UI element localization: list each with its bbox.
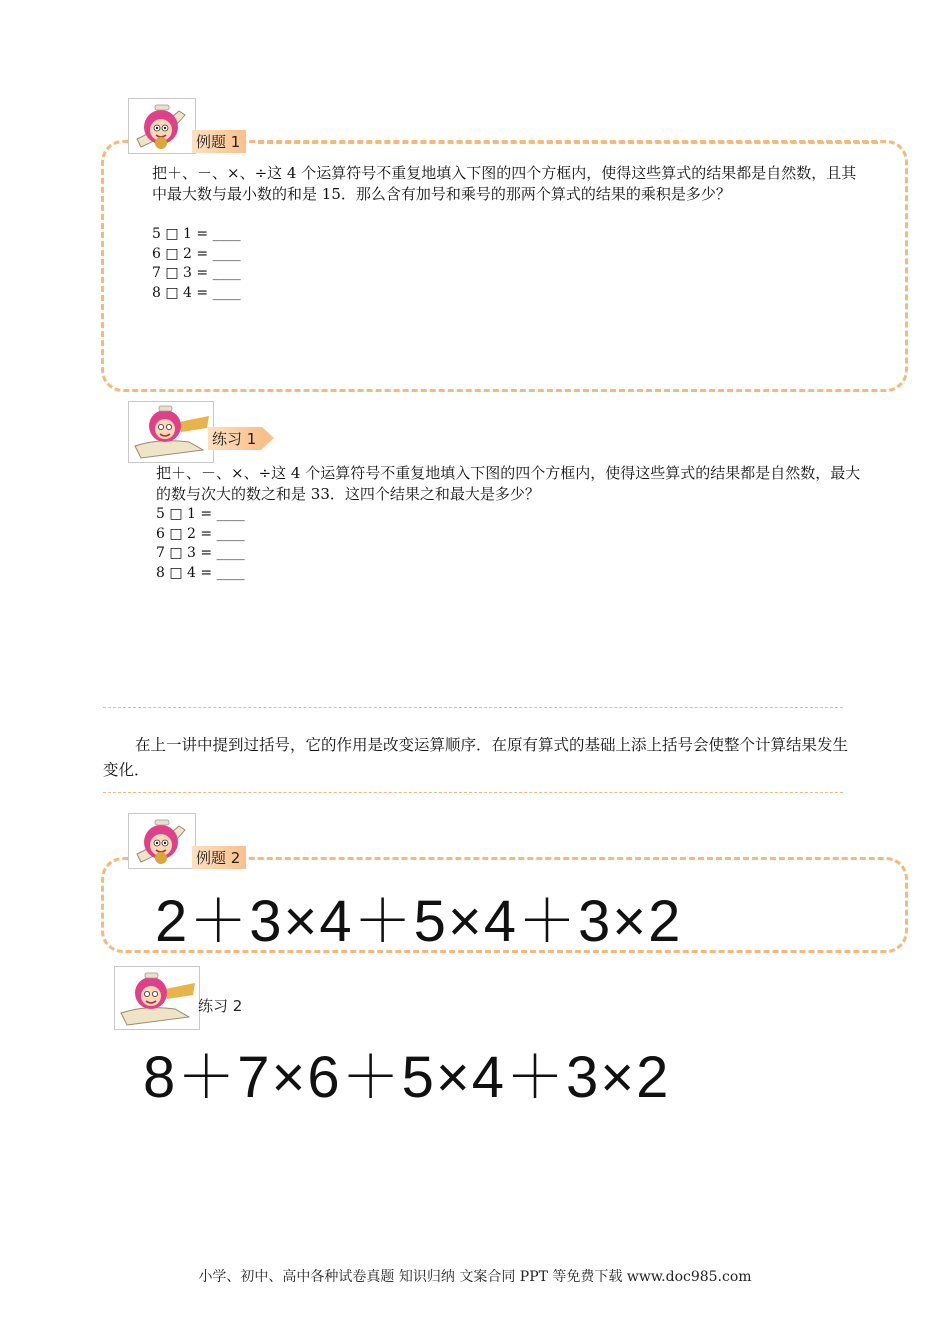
example1-equation: 8 □ 4 = ____: [152, 284, 241, 301]
example2-expression: 2＋3×4＋5×4＋3×2: [155, 889, 683, 954]
example2-mascot-icon: [128, 813, 196, 869]
practice2-label: 练习 2: [198, 997, 243, 1015]
example1-label-divider: [258, 141, 878, 144]
intro-paragraph: 在上一讲中提到过括号，它的作用是改变运算顺序．在原有算式的基础上添上括号会使整个计算结果发生变化．: [103, 736, 849, 779]
example1-problem-text: 把＋、－、×、÷这 4 个运算符号不重复地填入下图的四个方框内，使得这些算式的结果都是自然数，且其中最大数与最小数的和是 15．那么含有加号和乘号的那两个算式的结果的乘积是多少？: [152, 164, 857, 203]
practice1-equation: 6 □ 2 = ____: [156, 525, 245, 542]
example1-mascot-icon: [128, 98, 196, 154]
practice1-equation: 8 □ 4 = ____: [156, 564, 245, 581]
practice2-mascot-icon: [114, 966, 200, 1030]
example1-equation: 7 □ 3 = ____: [152, 265, 241, 281]
intro-top-divider: [103, 707, 843, 708]
practice1-equation: 7 □ 3 = ____: [156, 545, 245, 561]
example1-equation: 6 □ 2 = ____: [152, 245, 241, 262]
practice1-mascot-icon: [128, 401, 214, 463]
example1-equation: 5 □ 1 = ____: [152, 226, 241, 242]
example2-label: 例题 2: [192, 846, 246, 869]
practice2-expression: 8＋7×6＋5×4＋3×2: [143, 1045, 671, 1110]
practice1-label: 练习 1: [208, 427, 262, 450]
practice1-equation: 5 □ 1 = ____: [156, 506, 245, 522]
page-footer: 小学、初中、高中各种试卷真题 知识归纳 文案合同 PPT 等免费下载 www.doc985.com: [198, 1269, 752, 1285]
practice1-problem-text: 把＋、－、×、÷这 4 个运算符号不重复地填入下图的四个方框内，使得这些算式的结果都是自然数，最大的数与次大的数之和是 33．这四个结果之和最大是多少？: [156, 464, 861, 503]
example1-label: 例题 1: [192, 130, 246, 153]
intro-bottom-divider: [103, 792, 843, 793]
